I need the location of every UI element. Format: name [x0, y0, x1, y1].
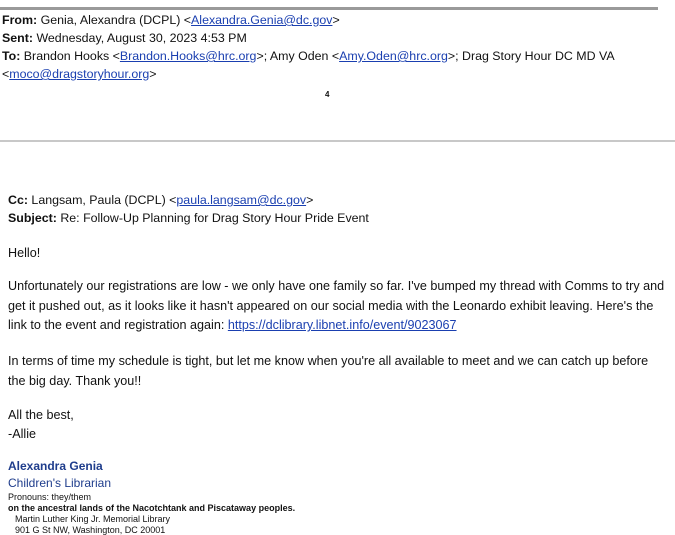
from-name: Genia, Alexandra (DCPL) <	[40, 13, 192, 27]
signature-land-acknowledgement: on the ancestral lands of the Nacotchtank and Piscataway peoples.	[8, 503, 296, 513]
signature-pronouns: Pronouns: they/them	[8, 492, 92, 502]
to-2-close: >; Drag Story Hour DC MD VA	[447, 49, 615, 63]
subject-label: Subject:	[8, 211, 57, 225]
cc-label: Cc:	[8, 193, 28, 207]
paragraph-2: In terms of time my schedule is tight, but let me know when you're all available to meet and we can catch up before the big day. Thank you!!	[8, 354, 649, 388]
cc-line	[8, 191, 369, 209]
to-line	[2, 47, 667, 65]
to-1-name: Brandon Hooks <	[23, 49, 120, 63]
cc-email-link[interactable]: paula.langsam@dc.gov	[176, 193, 307, 207]
to-3-close: >	[149, 67, 157, 81]
to-2-email-link[interactable]: Amy.Oden@hrc.org	[339, 49, 448, 63]
to-line-cont	[2, 65, 667, 83]
page-number: 4	[325, 90, 330, 99]
top-divider	[0, 7, 658, 10]
signature-name: Alexandra Genia	[8, 459, 103, 473]
cc-block	[8, 191, 369, 227]
to-label: To:	[2, 49, 21, 63]
greeting: Hello!	[8, 246, 41, 260]
sent-line	[2, 29, 667, 47]
to-3-email-link[interactable]: moco@dragstoryhour.org	[9, 67, 150, 81]
event-registration-link[interactable]: https://dclibrary.libnet.info/event/9023067	[227, 318, 457, 332]
closing: All the best,	[8, 408, 74, 422]
cc-name: Langsam, Paula (DCPL) <	[31, 193, 177, 207]
from-email-link[interactable]: Alexandra.Genia@dc.gov	[191, 13, 333, 27]
sent-label: Sent:	[2, 31, 33, 45]
to-3-open: <	[2, 67, 10, 81]
subject-line	[8, 209, 369, 227]
subject-value: Re: Follow-Up Planning for Drag Story Hour Pride Event	[60, 211, 369, 225]
page-break-divider	[0, 140, 675, 142]
from-line	[2, 11, 667, 29]
email-header	[2, 11, 667, 83]
sent-value: Wednesday, August 30, 2023 4:53 PM	[36, 31, 247, 45]
to-1-email-link[interactable]: Brandon.Hooks@hrc.org	[119, 49, 257, 63]
from-close: >	[332, 13, 340, 27]
signature-address: 901 G St NW, Washington, DC 20001	[15, 525, 166, 535]
signoff: -Allie	[8, 427, 36, 441]
from-label: From:	[2, 13, 38, 27]
signature-title: Children's Librarian	[8, 476, 112, 490]
to-1-close: >; Amy Oden <	[256, 49, 340, 63]
cc-close: >	[306, 193, 314, 207]
paragraph-1	[8, 277, 668, 336]
signature-library: Martin Luther King Jr. Memorial Library	[15, 514, 171, 524]
paragraph-1-text: Unfortunately our registrations are low - we only have one family so far. I've bumped my thread with Comms to try and get it pushed out, as it looks like it hasn't appeared on our social media with the Leonardo exhibit leaving. Here's the link to the event and registration again:	[8, 279, 665, 332]
